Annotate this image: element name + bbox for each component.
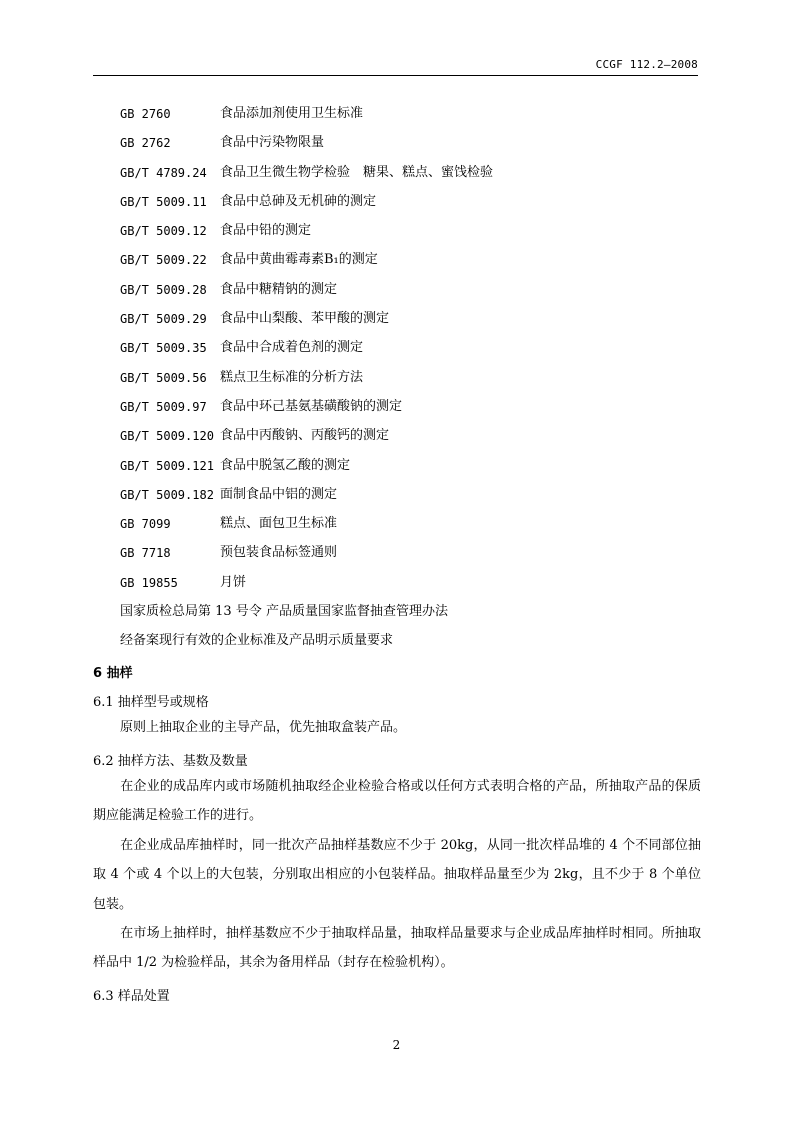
reference-code: GB 2760 [120,107,171,121]
paragraph-text: 在企业成品库抽样时，同一批次产品抽样基数应不少于 20kg，从同一批次样品堆的 4 个不同部位抽取 4 个或 4 个以上的大包装，分别取出相应的小包装样品。抽取样品量至少为 2kg，且不少于 8 个单位包装。 [93,838,701,912]
reference-item [120,426,700,455]
reference-item [120,631,700,660]
reference-title: 食品添加剂使用卫生标准 [220,106,364,121]
paragraph-6-2-2 [93,831,701,919]
reference-code: GB/T 5009.120 [120,429,214,444]
reference-title: 糕点卫生标准的分析方法 [220,369,364,385]
reference-title: 面制食品中铝的测定 [220,486,338,502]
reference-code: GB/T 5009.35 [120,341,207,356]
reference-code: GB/T 5009.121 [120,458,214,473]
reference-code: GB/T 5009.29 [120,312,207,327]
paragraph-6-2-3 [93,919,701,978]
reference-title: 糕点、面包卫生标准 [220,516,338,532]
reference-title: 食品中丙酸钠、丙酸钙的测定 [220,428,390,444]
reference-title: 月饼 [220,574,247,590]
normative-references-list [120,104,700,661]
reference-title: 食品中铅的测定 [220,223,312,239]
document-code: CCGF 112.2—2008 [595,58,698,71]
section-heading-sampling: 6 抽样 [93,666,133,681]
reference-code: GB/T 5009.12 [120,224,207,239]
reference-item [120,602,700,631]
reference-item [120,163,700,192]
reference-title: 食品中污染物限量 [220,135,325,151]
reference-item [120,338,700,367]
reference-item [120,397,700,426]
reference-code: GB/T 4789.24 [120,165,207,180]
reference-item [120,280,700,309]
reference-item [120,573,700,602]
reference-item [120,104,700,133]
subsection-heading-6-2: 6.2 抽样方法、基数及数量 [93,754,248,769]
reference-title: 食品中总砷及无机砷的测定 [220,193,377,209]
reference-code: GB 7099 [120,517,171,532]
reference-item [120,368,700,397]
reference-item [120,309,700,338]
reference-code: GB/T 5009.11 [120,194,207,209]
reference-title: 食品中糖精钠的测定 [220,281,338,297]
reference-title: 国家质检总局第 13 号令 产品质量国家监督抽查管理办法 [120,604,448,620]
paragraph-text: 原则上抽取企业的主导产品，优先抽取盒装产品。 [120,720,407,735]
reference-item [120,543,700,572]
reference-title: 食品中黄曲霉毒素B₁的测定 [220,252,378,268]
reference-title: 经备案现行有效的企业标准及产品明示质量要求 [120,633,394,649]
reference-title: 食品中脱氢乙酸的测定 [220,457,351,473]
reference-item [120,133,700,162]
subsection-heading-6-1: 6.1 抽样型号或规格 [93,695,209,710]
reference-code: GB 19855 [120,575,178,590]
paragraph-text: 在市场上抽样时，抽样基数应不少于抽取样品量，抽取样品量要求与企业成品库抽样时相同。所抽取样品中 1/2 为检验样品，其余为备用样品（封存在检验机构）。 [93,926,701,971]
paragraph-6-2-1 [93,772,701,831]
reference-item [120,485,700,514]
reference-item [120,192,700,221]
reference-code: GB/T 5009.28 [120,282,207,297]
reference-code: GB 2762 [120,136,171,151]
page-number: 2 [392,1038,401,1052]
reference-code: GB/T 5009.56 [120,370,207,385]
reference-title: 食品中合成着色剂的测定 [220,340,364,356]
reference-title: 食品中环己基氨基磺酸钠的测定 [220,398,403,414]
reference-code: GB/T 5009.22 [120,253,207,268]
reference-item [120,221,700,250]
reference-title: 食品卫生微生物学检验 糖果、糕点、蜜饯检验 [220,164,494,180]
header-rule [93,75,698,76]
reference-code: GB/T 5009.97 [120,399,207,414]
paragraph-6-1 [93,713,701,742]
paragraph-text: 在企业的成品库内或市场随机抽取经企业检验合格或以任何方式表明合格的产品，所抽取产品的保质期应能满足检验工作的进行。 [93,779,701,824]
reference-item [120,514,700,543]
reference-title: 食品中山梨酸、苯甲酸的测定 [220,311,390,327]
subsection-heading-6-3: 6.3 样品处置 [93,989,170,1004]
reference-title: 预包装食品标签通则 [220,545,338,561]
reference-code: GB/T 5009.182 [120,487,214,502]
reference-item [120,456,700,485]
reference-code: GB 7718 [120,546,171,561]
reference-item [120,250,700,279]
